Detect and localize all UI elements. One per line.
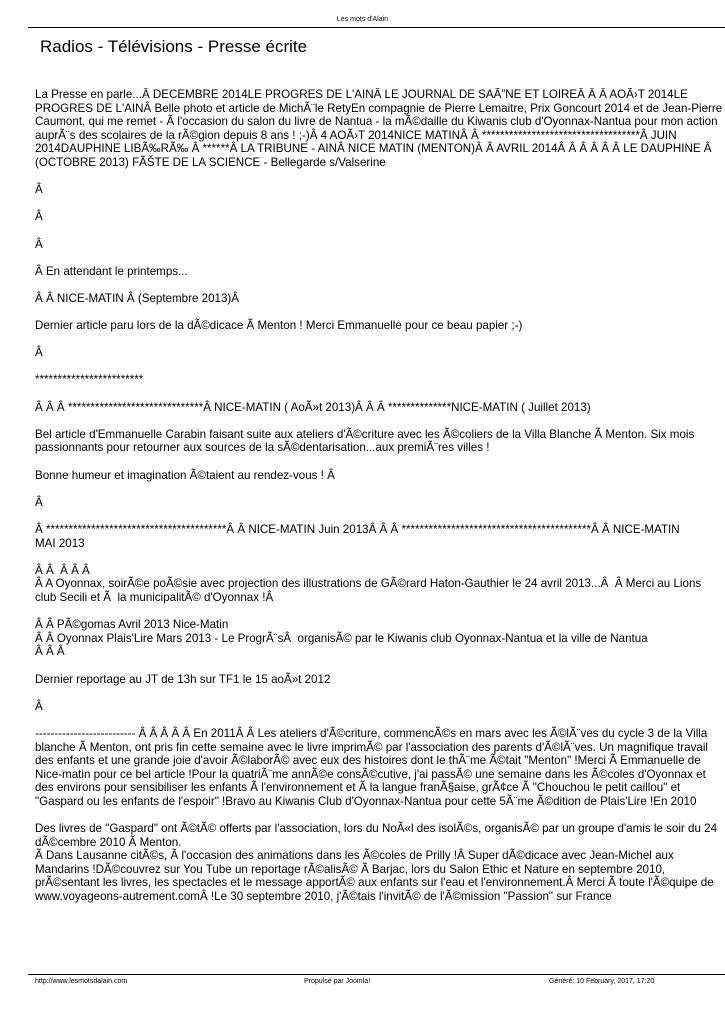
header-rule — [28, 27, 725, 28]
footer-generated-date: Généré: 10 February, 2017, 17:20 — [549, 978, 655, 985]
article-paragraph: Â — [35, 495, 43, 509]
article-body — [35, 88, 725, 974]
article-paragraph: Â — [35, 183, 43, 197]
article-paragraph: Â — [35, 699, 43, 713]
article-paragraph: La Presse en parle...Â DECEMBRE 2014LE PROGRES DE L'AINÂ LE JOURNAL DE SAÃ”NE ET LOIREÂ Â Â AOÃ›T 2014LE PROGRES DE L'AINÂ Belle photo et article de MichÃ¨le RetyEn compagnie de Pierre Lemaitre, Prix Goncourt 2014 et de Jean-Pierre Caumont, qui me remet - Ã l'occasion du salon du livre de Nantua - la mÃ©daille du Kiwanis club d'Oyonnax-Nantua pour mon action auprÃ¨s des scolaires de la rÃ©gion depuis 8 ans ! ;-)Â 4 AOÃ›T 2014NICE MATINÂ Â ***********************************Â JUIN 2014DAUPHINE LIBÃ‰RÃ‰ Â ******Â LA TRIBUNE - AINÂ NICE MATIN (MENTON)Â Â AVRIL 2014Â Â Â Â Â Â LE DAUPHINE Â (OCTOBRE 2013) FÃŠTE DE LA SCIENCE - Bellegarde s/Valserine — [35, 88, 723, 169]
article-paragraph: Des livres de "Gaspard" ont Ã©tÃ© offerts par l'association, lors du NoÃ«l des isolÃ©s, organisÃ© par un groupe d'amis le soir du 24 dÃ©cembre 2010 Ã Menton. Ã Dans Lausanne citÃ©s, Ã l'occasion des animations dans les Ã©coles de Prilly !Â Super dÃ©dicace avec Jean-Michel aux Mandarins !DÃ©couvrez sur You Tube un reportage rÃ©alisÃ© Ã Barjac, lors du Salon Ethic et Nature en septembre 2010, prÃ©sentant les livres, les spectacles et le message apportÃ© aux enfants sur l'eau et l'environnement.Â Merci Ã toute l'Ã©quipe de www.voyageons-autrement.comÂ !Le 30 septembre 2010, j'Ã©tais l'invitÃ© de l'Ã©mission "Passion" sur France — [35, 822, 718, 904]
article-paragraph: Â — [35, 210, 43, 224]
site-name-header: Les mots d'Alain — [336, 16, 389, 23]
footer-url-link[interactable]: http://www.lesmotsdalain.com — [35, 978, 128, 985]
article-paragraph: ************************ — [35, 373, 144, 387]
article-paragraph: Â Â NICE-MATIN Â (Septembre 2013)Â — [35, 291, 240, 305]
article-paragraph: Â — [35, 346, 43, 360]
article-paragraph: Bel article d'Emmanuelle Carabin faisant suite aux ateliers d'Ã©criture avec les Ã©coliers de la Villa Blanche Ã Menton. Six mois passionnants pour retourner aux sources de la sÃ©dentarisation...aux premiÃ¨res villes ! — [35, 427, 695, 455]
article-paragraph: Dernier reportage au JT de 13h sur TF1 le 15 aoÃ»t 2012 — [35, 672, 331, 686]
article-paragraph: Â ****************************************Â Â NICE-MATIN Juin 2013Â Â Â ******************************************Â Â NICE-MATIN MAI 2013 — [35, 523, 680, 550]
page-title: Radios - Télévisions - Presse écrite — [40, 37, 308, 56]
article-paragraph: -------------------------- Â Â Â Â Â En 2011Â Â Les ateliers d'Ã©criture, commencÃ©s en mars avec les Ã©lÃ¨ves du cycle 3 de la Villa blanche Ã Menton, ont pris fin cette semaine avec le livre imprimÃ© par l'association des parents d'Ã©lÃ¨ves. Un magnifique travail des enfants et une grande joie d'avoir Ã©laborÃ© avec eux des histoires dont le thÃ¨me Ã©tait "Menton" !Merci Ã Emmanuelle de Nice-matin pour ce bel article !Pour la quatriÃ¨me annÃ©e consÃ©cutive, j'ai passÃ© une semaine dans les Ã©coles d'Oyonnax et des environs pour sensibiliser les enfants Ã l'environnement et Ã la langue franÃ§aise, grÃ¢ce Ã "Chouchou le petit caillou" et "Gaspard ou les enfants de l'espoir" !Bravo au Kiwanis Club d'Oyonnax-Nantua pour cette 5Ã¨me Ã©dition de Plais'Lire !En 2010 — [35, 726, 709, 808]
footer-powered-by: Propulsé par Joomla! — [304, 978, 371, 985]
footer-rule — [28, 974, 725, 975]
article-paragraph: Dernier article paru lors de la dÃ©dicace Ã Menton ! Merci Emmanuelle pour ce beau papier ;-) — [35, 319, 523, 333]
article-paragraph: Â En attendant le printemps... — [35, 264, 188, 278]
article-paragraph: Â Â PÃ©gomas Avril 2013 Nice-Matin Â Â Oyonnax Plais'Lire Mars 2013 - Le ProgrÃ¨sÂ organisÃ© par le Kiwanis club Oyonnax-Nantua et la ville de Nantua Â Â Â — [35, 618, 648, 659]
article-paragraph: Â Â Â ******************************Â NICE-MATIN ( AoÃ»t 2013)Â Â Â **************NICE-MATIN ( Juillet 2013) — [35, 400, 591, 414]
article-paragraph: Â Â Â Â Â Â A Oyonnax, soirÃ©e poÃ©sie avec projection des illustrations de GÃ©rard Haton-Gauthier le 24 avril 2013...Â Â Merci au Lions club Secili et Ã la municipalitÃ© d'Oyonnax !Â — [35, 563, 702, 604]
article-paragraph: Â — [35, 237, 43, 251]
article-paragraph: Bonne humeur et imagination Ã©taient au rendez-vous ! Â — [35, 468, 335, 482]
